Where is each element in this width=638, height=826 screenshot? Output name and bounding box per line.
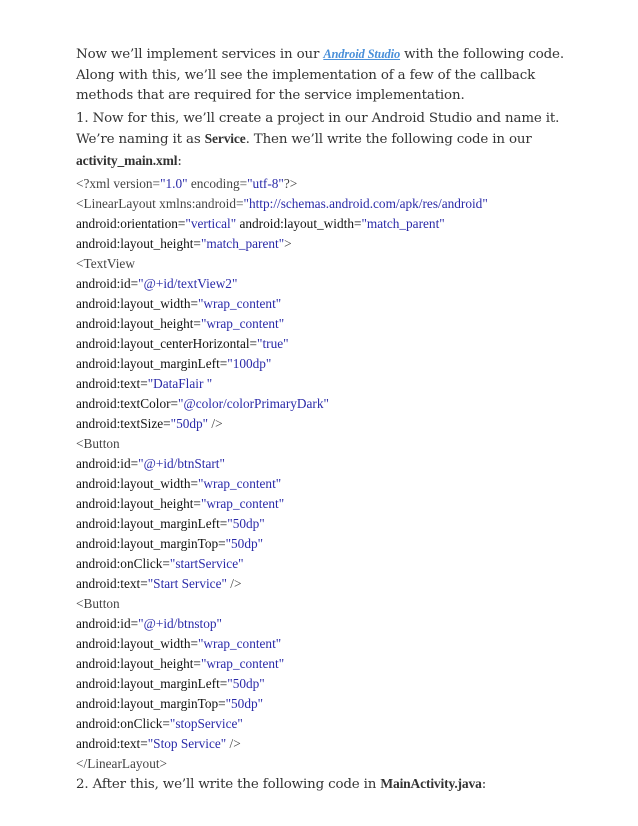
code-line: android:orientation="vertical" android:layout_width="match_parent"	[76, 216, 445, 231]
code-line: android:layout_width="wrap_content"	[76, 476, 282, 491]
code-line: android:id="@+id/btnStart"	[76, 456, 225, 471]
step-1-paragraph: 1. Now for this, we’ll create a project in our Android Studio and name it. We’re naming it as Service. Then we’ll write the following code in our activity_main.xml:	[76, 110, 560, 169]
code-line: android:onClick="startService"	[76, 556, 244, 571]
intro-paragraph: Now we’ll implement services in our Android Studio with the following code. Along with this, we’ll see the implementation of a few of the callback methods that are required for the service implementation.	[76, 47, 564, 103]
code-line: android:layout_marginLeft="50dp"	[76, 676, 265, 691]
code-line: <?xml version="1.0" encoding="utf-8"?>	[76, 176, 298, 191]
code-line: android:layout_marginTop="50dp"	[76, 536, 264, 551]
code-line: android:layout_height="match_parent">	[76, 236, 292, 251]
code-line: android:textSize="50dp" />	[76, 416, 223, 431]
document-page	[76, 44, 576, 798]
code-line: android:layout_width="wrap_content"	[76, 296, 282, 311]
code-line: </LinearLayout>	[76, 756, 168, 771]
layout-file-name: activity_main.xml	[76, 152, 178, 168]
code-line: android:layout_centerHorizontal="true"	[76, 336, 289, 351]
step-2-paragraph: 2. After this, we’ll write the following code in MainActivity.java:	[76, 776, 487, 792]
code-line: android:text="DataFlair "	[76, 376, 213, 391]
code-line: android:text="Stop Service" />	[76, 736, 241, 751]
code-line: <Button	[76, 436, 120, 451]
android-studio-link[interactable]: Android Studio	[323, 47, 401, 61]
code-line: android:textColor="@color/colorPrimaryDark"	[76, 396, 329, 411]
project-name: Service	[204, 131, 246, 146]
code-line: android:layout_marginTop="50dp"	[76, 696, 264, 711]
code-line: android:id="@+id/btnstop"	[76, 616, 222, 631]
code-line: android:id="@+id/textView2"	[76, 276, 238, 291]
code-line: <LinearLayout xmlns:android="http://schemas.android.com/apk/res/android"	[76, 196, 488, 211]
code-line: android:layout_marginLeft="50dp"	[76, 516, 265, 531]
code-line: <Button	[76, 596, 120, 611]
code-line: <TextView	[76, 256, 135, 271]
code-line: android:layout_height="wrap_content"	[76, 496, 285, 511]
code-line: android:onClick="stopService"	[76, 716, 243, 731]
java-file-name: MainActivity.java	[380, 776, 482, 791]
code-line: android:layout_width="wrap_content"	[76, 636, 282, 651]
code-line: android:layout_height="wrap_content"	[76, 656, 285, 671]
xml-code-block	[76, 174, 576, 774]
code-line: android:layout_height="wrap_content"	[76, 316, 285, 331]
code-line: android:text="Start Service" />	[76, 576, 242, 591]
code-line: android:layout_marginLeft="100dp"	[76, 356, 272, 371]
